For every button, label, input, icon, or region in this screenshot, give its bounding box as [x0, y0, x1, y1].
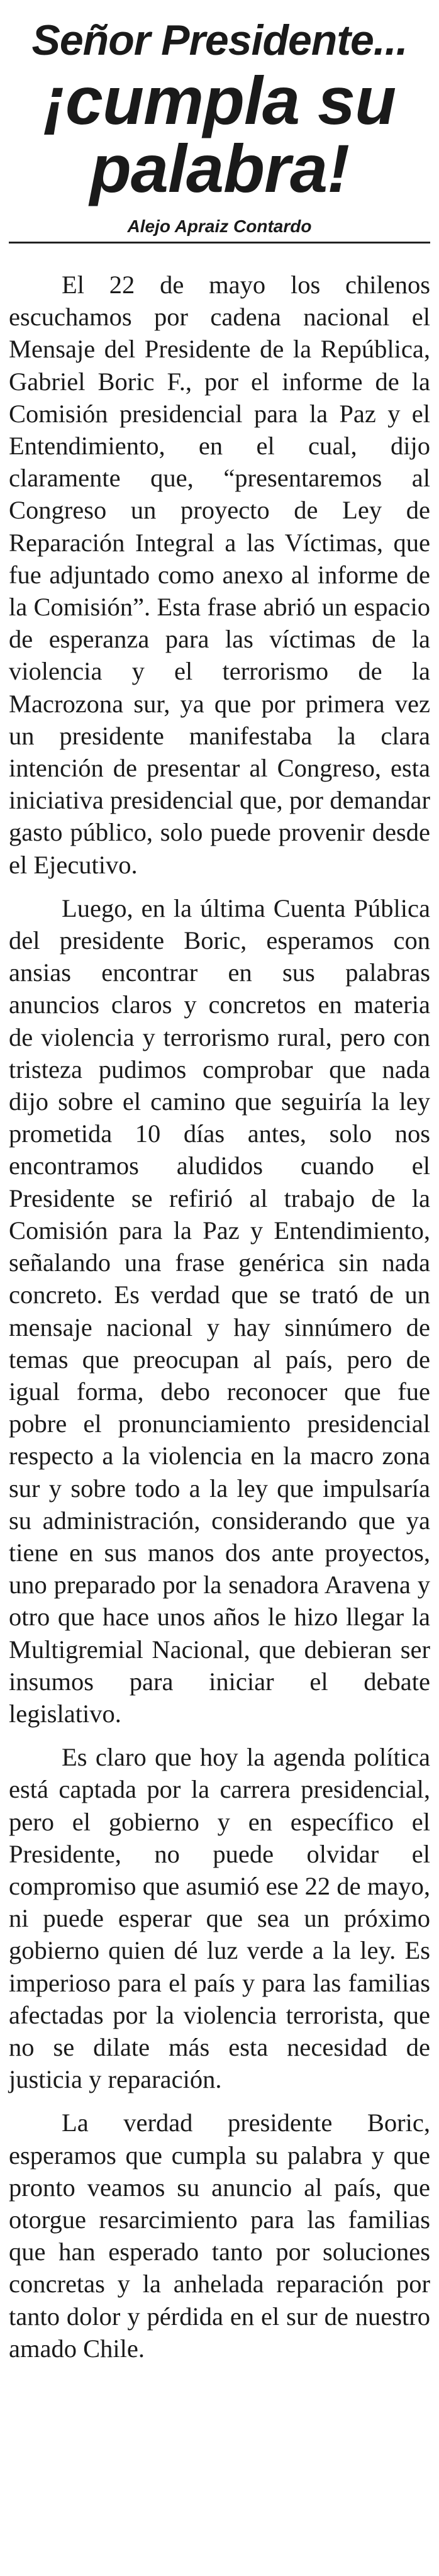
headline-line-3: palabra! — [89, 130, 350, 206]
article-byline: Alejo Apraiz Contardo — [9, 216, 430, 244]
article-paragraph-3: Es claro que hoy la agenda política está captada por la carrera presidencial, pero el gobierno y en específico el Presidente, no puede olvidar el compromiso que asumió ese 22 de mayo, ni puede esperar que sea un próximo gobierno quien dé luz verde a la ley. Es imperioso para el país y para las familias afectadas por la violencia terrorista, que no se dilate más esta necesidad de justicia y reparación. — [9, 1743, 430, 2094]
headline-line-2: ¡cumpla su — [43, 62, 396, 138]
article-paragraph-4: La verdad presidente Boric, esperamos que cumpla su palabra y que pronto veamos su anuncio al país, que otorgue resarcimiento para las familias que han esperado tanto por soluciones concretas y la anhelada reparación por tanto dolor y pérdida en el sur de nuestro amado Chile. — [9, 2108, 430, 2363]
article-body — [9, 269, 430, 2365]
headline-line-1: Señor Presidente... — [31, 16, 408, 64]
article-paragraph-2: Luego, en la última Cuenta Pública del presidente Boric, esperamos con ansias encontrar en sus palabras anuncios claros y concretos en materia de violencia y terrorismo rural, pero con tristeza pudimos comprobar que nada dijo sobre el camino que seguiría la ley prometida 10 días antes, solo nos encontramos aludidos cuando el Presidente se refirió al trabajo de la Comisión para la Paz y Entendimiento, señalando una frase genérica sin nada concreto. Es verdad que se trató de un mensaje nacional y hay sinnúmero de temas que preocupan al país, pero de igual forma, debo reconocer que fue pobre el pronunciamiento presidencial respecto a la violencia en la macro zona sur y sobre todo a la ley que impulsaría su administración, considerando que ya tiene en sus manos dos ante proyectos, uno preparado por la senadora Aravena y otro que hace unos años le hizo llegar la Multigremial Nacional, que debieran ser insumos para iniciar el debate legislativo. — [9, 893, 430, 1728]
article-headline — [9, 0, 430, 206]
article-paragraph-1: El 22 de mayo los chilenos escuchamos por cadena nacional el Mensaje del Presidente de la República, Gabriel Boric F., por el informe de la Comisión presidencial para la Paz y el Entendimiento, en el cual, dijo claramente que, “presentaremos al Congreso un proyecto de Ley de Reparación Integral a las Víctimas, que fue adjuntado como anexo al informe de la Comisión”. Esta frase abrió un espacio de esperanza para las víctimas de la violencia y el terrorismo de la Macrozona sur, ya que por primera vez un presidente manifestaba la clara intención de presentar al Congreso, esta iniciativa presidencial que, por demandar gasto público, solo puede provenir desde el Ejecutivo. — [9, 271, 430, 879]
